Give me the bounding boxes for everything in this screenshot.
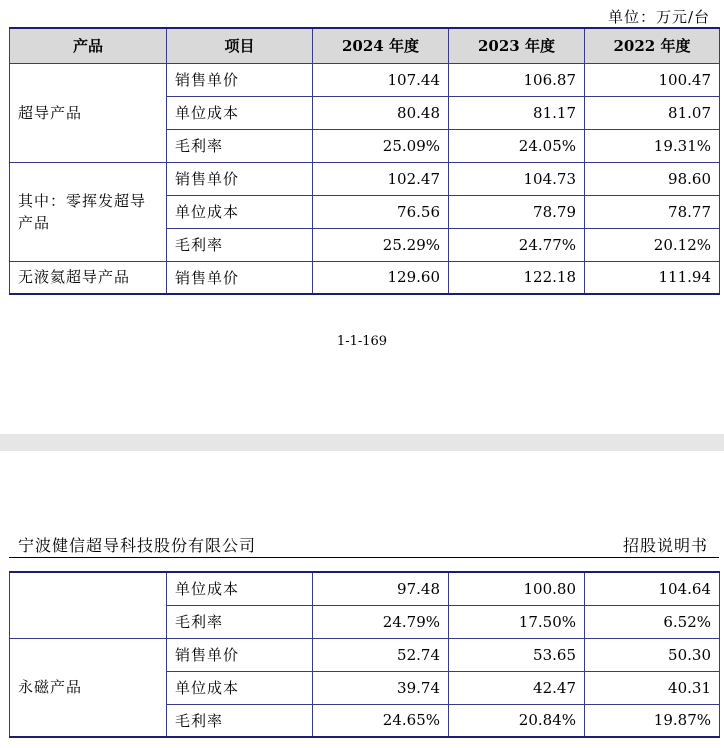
- value-2023: 24.77%: [449, 228, 585, 261]
- item-cell: 销售单价: [167, 261, 313, 294]
- value-2024: 80.48: [313, 96, 449, 129]
- table-row: [10, 261, 720, 294]
- value-2024: 25.29%: [313, 228, 449, 261]
- header-product: 产品: [10, 28, 167, 63]
- header-2022: 2022 年度: [585, 28, 720, 63]
- value-2024: 76.56: [313, 195, 449, 228]
- value-2023: 17.50%: [449, 605, 585, 638]
- product-cell: [10, 572, 167, 638]
- value-2023: 122.18: [449, 261, 585, 294]
- table-row: [10, 572, 720, 605]
- product-cell: 其中：零挥发超导产品: [10, 162, 167, 261]
- value-2022: 111.94: [585, 261, 720, 294]
- item-cell: 销售单价: [167, 638, 313, 671]
- header-rule: [9, 557, 719, 558]
- unit-label: 单位：万元/台: [607, 8, 710, 26]
- header-2023: 2023 年度: [449, 28, 585, 63]
- value-2022: 104.64: [585, 572, 720, 605]
- item-cell: 毛利率: [167, 228, 313, 261]
- table-header-row: [10, 28, 720, 63]
- header-2024: 2024 年度: [313, 28, 449, 63]
- value-2023: 53.65: [449, 638, 585, 671]
- value-2022: 100.47: [585, 63, 720, 96]
- value-2024: 24.65%: [313, 704, 449, 737]
- value-2023: 100.80: [449, 572, 585, 605]
- value-2023: 81.17: [449, 96, 585, 129]
- value-2022: 6.52%: [585, 605, 720, 638]
- page-number: 1-1-169: [336, 334, 388, 349]
- item-cell: 单位成本: [167, 572, 313, 605]
- value-2022: 40.31: [585, 671, 720, 704]
- value-2024: 52.74: [313, 638, 449, 671]
- value-2022: 78.77: [585, 195, 720, 228]
- item-cell: 单位成本: [167, 96, 313, 129]
- product-cell: 永磁产品: [10, 638, 167, 737]
- value-2024: 107.44: [313, 63, 449, 96]
- company-name: 宁波健信超导科技股份有限公司: [18, 536, 257, 555]
- table-row: [10, 162, 720, 195]
- value-2024: 129.60: [313, 261, 449, 294]
- item-cell: 销售单价: [167, 162, 313, 195]
- value-2022: 81.07: [585, 96, 720, 129]
- value-2023: 106.87: [449, 63, 585, 96]
- unit-price-table-bottom: [9, 571, 720, 738]
- value-2023: 20.84%: [449, 704, 585, 737]
- value-2022: 19.31%: [585, 129, 720, 162]
- value-2024: 39.74: [313, 671, 449, 704]
- unit-price-table-top: [9, 27, 720, 295]
- value-2023: 78.79: [449, 195, 585, 228]
- value-2023: 42.47: [449, 671, 585, 704]
- value-2024: 25.09%: [313, 129, 449, 162]
- item-cell: 销售单价: [167, 63, 313, 96]
- value-2022: 20.12%: [585, 228, 720, 261]
- item-cell: 毛利率: [167, 129, 313, 162]
- page-break-divider: [0, 434, 724, 451]
- item-cell: 单位成本: [167, 671, 313, 704]
- value-2023: 104.73: [449, 162, 585, 195]
- value-2024: 24.79%: [313, 605, 449, 638]
- value-2023: 24.05%: [449, 129, 585, 162]
- item-cell: 单位成本: [167, 195, 313, 228]
- header-item: 项目: [167, 28, 313, 63]
- value-2024: 97.48: [313, 572, 449, 605]
- item-cell: 毛利率: [167, 704, 313, 737]
- product-cell: 无液氦超导产品: [10, 261, 167, 294]
- table-row: [10, 638, 720, 671]
- table-row: [10, 63, 720, 96]
- document-type: 招股说明书: [622, 536, 708, 555]
- value-2022: 98.60: [585, 162, 720, 195]
- product-cell: 超导产品: [10, 63, 167, 162]
- value-2022: 50.30: [585, 638, 720, 671]
- value-2022: 19.87%: [585, 704, 720, 737]
- item-cell: 毛利率: [167, 605, 313, 638]
- value-2024: 102.47: [313, 162, 449, 195]
